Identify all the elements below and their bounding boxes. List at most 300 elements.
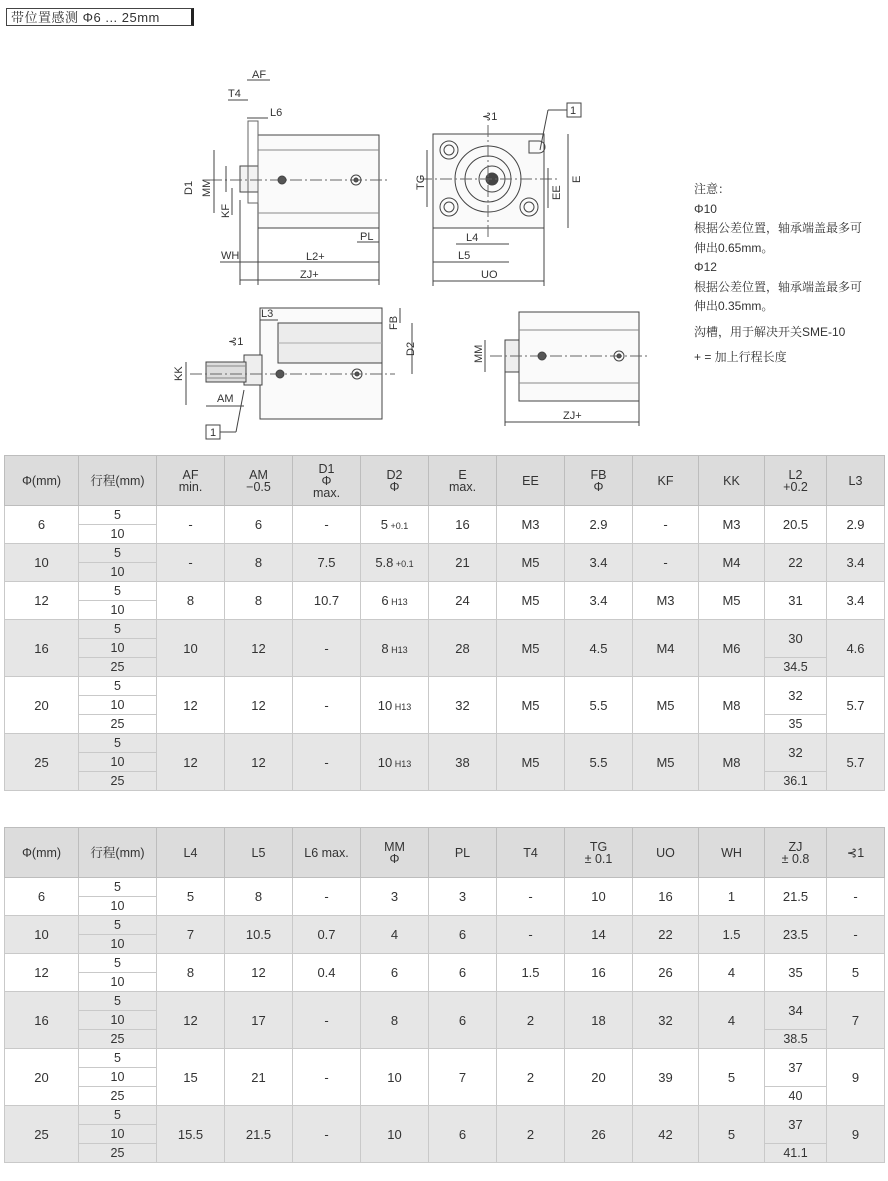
header-cell xyxy=(827,828,885,878)
header-cell xyxy=(225,456,293,506)
table-cell: 25 xyxy=(5,734,79,791)
table-cell: M5 xyxy=(497,582,565,620)
header-text: −0.5 xyxy=(246,479,271,494)
table-cell: - xyxy=(157,544,225,582)
table-cell: 7 xyxy=(157,916,225,954)
table-cell: 1.5 xyxy=(497,954,565,992)
header-text: MM xyxy=(384,839,405,854)
header-text: D1 xyxy=(318,461,335,476)
header-cell xyxy=(765,456,827,506)
table-cell: 1.5 xyxy=(699,916,765,954)
table-cell: 25 xyxy=(5,1106,79,1163)
label-l4: L4 xyxy=(466,232,479,244)
table-cell: 10 xyxy=(5,916,79,954)
table-cell: - xyxy=(827,878,885,916)
table-cell: 12 xyxy=(157,677,225,734)
label-am: AM xyxy=(217,393,234,405)
table-cell: - xyxy=(827,916,885,954)
table-cell: 18 xyxy=(565,992,633,1049)
table-cell: 32 xyxy=(765,734,827,772)
table-cell: 7 xyxy=(827,992,885,1049)
table-cell: 10 xyxy=(79,696,157,715)
table-cell: M8 xyxy=(699,734,765,791)
d2-tolerance: H13 xyxy=(392,758,412,769)
table-cell: 5.7 xyxy=(827,734,885,791)
header-text: ZJ xyxy=(788,839,803,854)
header-cell xyxy=(79,828,157,878)
table-cell: 6 xyxy=(429,916,497,954)
note-plus: + = 加上行程长度 xyxy=(694,350,787,364)
header-text: PL xyxy=(454,845,471,860)
table-cell: - xyxy=(293,677,361,734)
table-row xyxy=(5,544,885,563)
label-l2p: L2+ xyxy=(306,251,325,263)
table-cell: 38 xyxy=(429,734,497,791)
table-cell: M3 xyxy=(497,506,565,544)
header-text: Φ xyxy=(593,479,604,494)
header-cell xyxy=(633,828,699,878)
table-cell: 10 xyxy=(361,1106,429,1163)
d2-tolerance: H13 xyxy=(388,597,408,607)
table-cell: 0.7 xyxy=(293,916,361,954)
header-text: TG xyxy=(589,839,608,854)
header-cell xyxy=(699,828,765,878)
table-cell: 5 xyxy=(79,734,157,753)
table-cell: 5.5 xyxy=(565,677,633,734)
label-c1: ⊰1 xyxy=(482,111,498,123)
table-cell: 10.5 xyxy=(225,916,293,954)
header-text: KF xyxy=(657,473,674,488)
table-cell: M5 xyxy=(633,677,699,734)
table-cell: 32 xyxy=(429,677,497,734)
table-cell: 5 xyxy=(157,878,225,916)
d2-value: 8 xyxy=(381,640,389,656)
table-cell: 21.5 xyxy=(765,878,827,916)
header-cell xyxy=(429,456,497,506)
table-cell: 8 xyxy=(361,992,429,1049)
header-cell xyxy=(765,828,827,878)
table-row xyxy=(5,992,885,1011)
table-cell: 3.4 xyxy=(827,544,885,582)
d2-value: 10 xyxy=(377,697,393,713)
table-cell: - xyxy=(293,1049,361,1106)
table-cell: 8 xyxy=(225,878,293,916)
label-l5: L5 xyxy=(458,250,471,262)
table-cell: 37 xyxy=(765,1106,827,1144)
table-cell: 2.9 xyxy=(565,506,633,544)
note-phi12-line1: 根据公差位置，轴承端盖最多可 xyxy=(694,279,863,294)
header-cell xyxy=(497,828,565,878)
table-cell: 5 xyxy=(79,954,157,973)
table-cell: 10 xyxy=(79,1068,157,1087)
header-cell xyxy=(293,456,361,506)
header-text: UO xyxy=(656,845,675,860)
label-kf: KF xyxy=(220,203,232,218)
table-cell: 5 xyxy=(699,1049,765,1106)
header-text: Φ xyxy=(321,473,332,488)
label-mm2: MM xyxy=(473,344,485,363)
table-cell: 4 xyxy=(361,916,429,954)
header-cell xyxy=(157,456,225,506)
table-cell: 37 xyxy=(765,1049,827,1087)
label-l3: L3 xyxy=(261,308,274,320)
header-text: max. xyxy=(448,479,477,494)
table-cell: M3 xyxy=(633,582,699,620)
note-phi12: Φ12 xyxy=(694,260,717,274)
table-cell: 32 xyxy=(633,992,699,1049)
spec-table-1 xyxy=(4,455,885,791)
table-cell: 34.5 xyxy=(765,658,827,677)
header-text: Φ xyxy=(389,851,400,866)
table-cell: 12 xyxy=(5,582,79,620)
header-text: 行程(mm) xyxy=(90,845,145,860)
header-text: L2 xyxy=(788,467,803,482)
table-cell: 10 xyxy=(79,1125,157,1144)
table-cell: 35 xyxy=(765,954,827,992)
table-cell: 17 xyxy=(225,992,293,1049)
note-phi12-line2: 伸出0.35mm。 xyxy=(694,299,774,313)
table-cell: 8 xyxy=(225,582,293,620)
table-cell: 41.1 xyxy=(765,1144,827,1163)
table-cell: 22 xyxy=(765,544,827,582)
table-cell: 5 xyxy=(699,1106,765,1163)
notes-heading: 注意： xyxy=(694,182,731,196)
header-cell xyxy=(565,828,633,878)
label-c1b: ⊰1 xyxy=(228,336,244,348)
label-af: AF xyxy=(252,69,267,81)
table-cell xyxy=(361,544,429,582)
table-cell: 5 xyxy=(79,620,157,639)
table-cell: 20 xyxy=(565,1049,633,1106)
table-cell: 2 xyxy=(497,1049,565,1106)
table-cell: 5 xyxy=(79,992,157,1011)
table-cell: 12 xyxy=(225,677,293,734)
table-cell: - xyxy=(633,506,699,544)
header-text: ± 0.1 xyxy=(584,851,613,866)
header-cell xyxy=(633,456,699,506)
header-text: FB xyxy=(590,467,607,482)
header-text: D2 xyxy=(386,467,403,482)
table-cell: 1 xyxy=(699,878,765,916)
header-text: Φ xyxy=(389,479,400,494)
table-cell: 5.7 xyxy=(827,677,885,734)
label-uo: UO xyxy=(481,269,498,281)
note-phi10: Φ10 xyxy=(694,201,717,216)
label-tg: TG xyxy=(415,174,427,190)
d2-tolerance: +0.1 xyxy=(393,559,414,569)
table-cell: M4 xyxy=(633,620,699,677)
header-text: L5 xyxy=(251,845,266,860)
table-cell: 15 xyxy=(157,1049,225,1106)
table-cell: - xyxy=(157,506,225,544)
table-cell: 35 xyxy=(765,715,827,734)
header-cell xyxy=(5,456,79,506)
table-cell: 4.6 xyxy=(827,620,885,677)
header-cell xyxy=(225,828,293,878)
header-text: AF xyxy=(182,467,199,482)
table-cell: 31 xyxy=(765,582,827,620)
header-text: max. xyxy=(312,485,341,500)
header-cell xyxy=(293,828,361,878)
label-fb: FB xyxy=(388,315,400,330)
header-cell xyxy=(827,456,885,506)
table-cell: 3.4 xyxy=(565,582,633,620)
header-text: Φ(mm) xyxy=(21,845,62,860)
label-mm: MM xyxy=(201,178,213,197)
table-cell: 25 xyxy=(79,1030,157,1049)
table-cell: 40 xyxy=(765,1087,827,1106)
table-cell: 10 xyxy=(157,620,225,677)
table-cell: 2 xyxy=(497,1106,565,1163)
header-text: E xyxy=(458,467,467,482)
table-cell: 25 xyxy=(79,772,157,791)
d2-value: 10 xyxy=(377,754,393,770)
table-cell: 10.7 xyxy=(293,582,361,620)
header-cell xyxy=(361,828,429,878)
table-row xyxy=(5,582,885,601)
table-cell: 8 xyxy=(225,544,293,582)
table-cell: - xyxy=(293,878,361,916)
header-text: Φ(mm) xyxy=(21,473,62,488)
table-cell: - xyxy=(497,878,565,916)
table-cell: 21 xyxy=(225,1049,293,1106)
table-cell: M5 xyxy=(497,620,565,677)
table-cell: 5 xyxy=(79,916,157,935)
table-cell: 42 xyxy=(633,1106,699,1163)
label-wh: WH xyxy=(221,250,240,262)
table-cell: 5 xyxy=(827,954,885,992)
table-cell: M5 xyxy=(497,677,565,734)
d2-tolerance: H13 xyxy=(388,644,408,655)
label-d1: D1 xyxy=(183,180,195,195)
note-groove: 沟槽，用于解决开关SME-10 xyxy=(694,324,846,339)
header-cell xyxy=(497,456,565,506)
table-cell: 12 xyxy=(225,734,293,791)
table-cell: 20.5 xyxy=(765,506,827,544)
table-cell: 10 xyxy=(5,544,79,582)
table-cell: 10 xyxy=(79,601,157,620)
table-cell: 16 xyxy=(5,992,79,1049)
note-phi10-line1: 根据公差位置，轴承端盖最多可 xyxy=(694,221,863,235)
table-row xyxy=(5,954,885,973)
table-cell: 34 xyxy=(765,992,827,1030)
dimension-drawing xyxy=(0,0,690,445)
table-cell: M8 xyxy=(699,677,765,734)
table-cell: 4.5 xyxy=(565,620,633,677)
table-cell: 3.4 xyxy=(565,544,633,582)
table-cell: 10 xyxy=(79,1011,157,1030)
table-cell: 5 xyxy=(79,582,157,601)
table-row xyxy=(5,506,885,525)
d2-value: 6 xyxy=(381,593,389,608)
table-cell xyxy=(361,582,429,620)
table-cell: 5 xyxy=(79,506,157,525)
table-cell: - xyxy=(293,992,361,1049)
table-cell: 26 xyxy=(565,1106,633,1163)
table-row xyxy=(5,1049,885,1068)
table-cell: 2.9 xyxy=(827,506,885,544)
table-row xyxy=(5,677,885,696)
table-cell xyxy=(361,620,429,677)
table-cell: 10 xyxy=(79,563,157,582)
table-row xyxy=(5,620,885,639)
table-cell: 16 xyxy=(5,620,79,677)
table-cell: 3 xyxy=(429,878,497,916)
header-text: L6 max. xyxy=(304,845,349,860)
table-cell: 30 xyxy=(765,620,827,658)
table-cell: 6 xyxy=(5,878,79,916)
table-cell: 6 xyxy=(225,506,293,544)
table-cell xyxy=(361,506,429,544)
table-cell: 16 xyxy=(429,506,497,544)
header-text: WH xyxy=(721,845,742,860)
table-cell: 3 xyxy=(361,878,429,916)
label-t4: T4 xyxy=(228,88,241,100)
table-cell: 3.4 xyxy=(827,582,885,620)
table-row xyxy=(5,916,885,935)
table-cell: 12 xyxy=(225,954,293,992)
table-cell xyxy=(361,677,429,734)
label-zjp2: ZJ+ xyxy=(563,410,582,422)
label-box1b: 1 xyxy=(210,427,217,439)
header-text: T4 xyxy=(523,845,538,860)
table-cell: 10 xyxy=(79,525,157,544)
header-text: min. xyxy=(178,479,203,494)
table-cell: 6 xyxy=(429,992,497,1049)
table-cell: 26 xyxy=(633,954,699,992)
page-title: 带位置感测 Φ6 ... 25mm xyxy=(6,8,194,26)
table-cell: 20 xyxy=(5,677,79,734)
table-cell: - xyxy=(293,1106,361,1163)
header-cell xyxy=(5,828,79,878)
table-cell: 20 xyxy=(5,1049,79,1106)
label-zjp: ZJ+ xyxy=(300,269,319,281)
table-cell: 16 xyxy=(633,878,699,916)
table-cell: 12 xyxy=(157,992,225,1049)
header-text: ⊰1 xyxy=(846,845,865,860)
table-cell: 5 xyxy=(79,1106,157,1125)
table-cell: - xyxy=(293,620,361,677)
d2-tolerance: +0.1 xyxy=(387,521,409,531)
table-cell: - xyxy=(293,506,361,544)
table-cell: 10 xyxy=(79,973,157,992)
table-cell: 16 xyxy=(565,954,633,992)
table-cell: 25 xyxy=(79,715,157,734)
table-cell: 8 xyxy=(157,954,225,992)
table-cell: 2 xyxy=(497,992,565,1049)
header-text: +0.2 xyxy=(783,479,808,494)
table-cell: 9 xyxy=(827,1049,885,1106)
table-cell: 24 xyxy=(429,582,497,620)
table-cell: 5.5 xyxy=(565,734,633,791)
header-text: 行程(mm) xyxy=(90,473,145,488)
label-l6: L6 xyxy=(270,107,283,119)
table-cell: 10 xyxy=(79,935,157,954)
label-kk: KK xyxy=(173,366,185,381)
d2-tolerance: H13 xyxy=(392,701,412,712)
table-cell: M5 xyxy=(699,582,765,620)
table-cell: - xyxy=(293,734,361,791)
table-cell: 6 xyxy=(361,954,429,992)
table-cell: 22 xyxy=(633,916,699,954)
table-cell: 5 xyxy=(79,1049,157,1068)
header-cell xyxy=(429,828,497,878)
table-row xyxy=(5,1106,885,1125)
table-cell: 10 xyxy=(79,753,157,772)
table-cell: 14 xyxy=(565,916,633,954)
header-text: AM xyxy=(249,467,268,482)
header-cell xyxy=(157,828,225,878)
label-pl: PL xyxy=(360,231,374,243)
table-cell: 10 xyxy=(565,878,633,916)
header-cell xyxy=(361,456,429,506)
table-cell: 25 xyxy=(79,1087,157,1106)
header-text: KK xyxy=(723,473,740,488)
label-box1: 1 xyxy=(570,105,577,117)
table-cell: M5 xyxy=(497,544,565,582)
table-cell: 21 xyxy=(429,544,497,582)
table-row xyxy=(5,878,885,897)
label-e: E xyxy=(571,175,583,183)
table-cell: M6 xyxy=(699,620,765,677)
table-cell: M4 xyxy=(699,544,765,582)
header-text: L3 xyxy=(848,473,863,488)
spec-table-2 xyxy=(4,827,885,1163)
table-cell: 9 xyxy=(827,1106,885,1163)
header-cell xyxy=(79,456,157,506)
table-cell: 5 xyxy=(79,677,157,696)
d2-value: 5.8 xyxy=(375,555,394,570)
table-cell: 7.5 xyxy=(293,544,361,582)
table-cell: 39 xyxy=(633,1049,699,1106)
header-text: L4 xyxy=(183,845,198,860)
table-cell: 10 xyxy=(79,897,157,916)
d2-value: 5 xyxy=(380,517,388,532)
table-cell: 5 xyxy=(79,544,157,563)
header-text: ± 0.8 xyxy=(781,851,810,866)
table-cell: 32 xyxy=(765,677,827,715)
table-cell: 23.5 xyxy=(765,916,827,954)
table-cell: 12 xyxy=(157,734,225,791)
table-cell: 25 xyxy=(79,1144,157,1163)
table-cell: 4 xyxy=(699,954,765,992)
table-cell: M5 xyxy=(497,734,565,791)
table-cell: 12 xyxy=(225,620,293,677)
table-cell: - xyxy=(497,916,565,954)
label-d2: D2 xyxy=(405,341,417,356)
header-cell xyxy=(565,456,633,506)
table-cell: 6 xyxy=(5,506,79,544)
label-ee: EE xyxy=(551,185,563,200)
notes-panel xyxy=(694,180,888,368)
table-cell: 10 xyxy=(79,639,157,658)
table-cell: 38.5 xyxy=(765,1030,827,1049)
table-cell: 4 xyxy=(699,992,765,1049)
table-cell: M5 xyxy=(633,734,699,791)
table-cell: 36.1 xyxy=(765,772,827,791)
table-cell: 25 xyxy=(79,658,157,677)
table-cell: 6 xyxy=(429,954,497,992)
table-cell: 6 xyxy=(429,1106,497,1163)
table-cell xyxy=(361,734,429,791)
table-cell: 12 xyxy=(5,954,79,992)
header-text: EE xyxy=(522,473,539,488)
table-cell: M3 xyxy=(699,506,765,544)
header-cell xyxy=(699,456,765,506)
table-cell: 21.5 xyxy=(225,1106,293,1163)
table-cell: 28 xyxy=(429,620,497,677)
table-cell: 0.4 xyxy=(293,954,361,992)
